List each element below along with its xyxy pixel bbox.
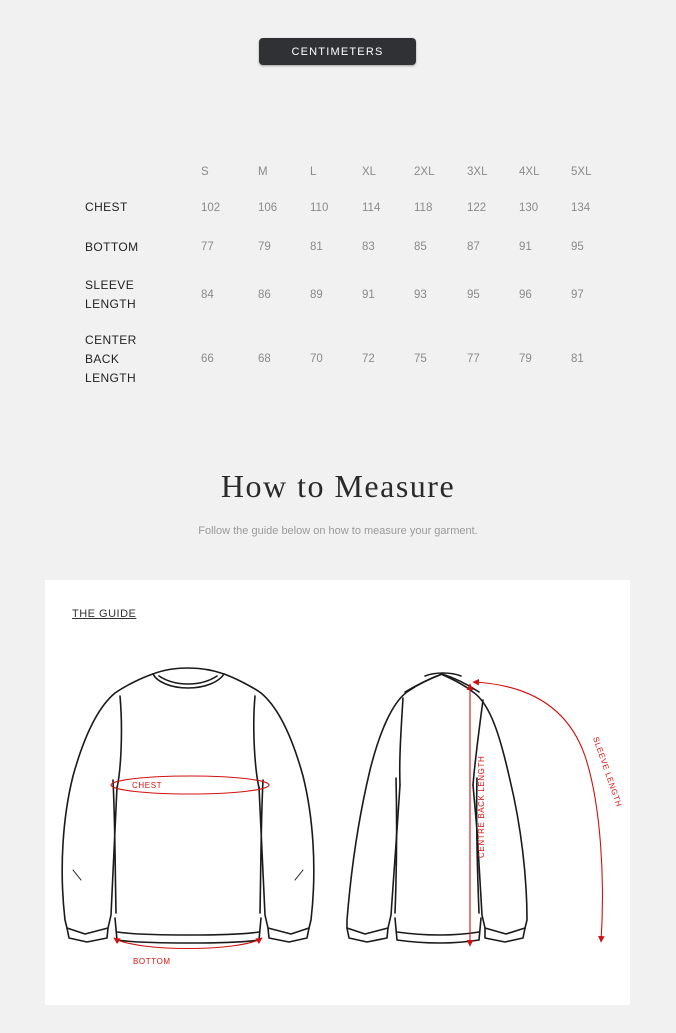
centre-back-length-label: CENTRE BACK LENGTH bbox=[477, 755, 486, 858]
size-header: S bbox=[201, 166, 209, 178]
table-cell: 118 bbox=[414, 201, 433, 214]
table-cell: 83 bbox=[362, 241, 375, 253]
table-cell: 72 bbox=[362, 353, 375, 365]
table-cell: 84 bbox=[201, 288, 214, 301]
guide-label: THE GUIDE bbox=[72, 608, 137, 620]
how-to-measure-subtitle: Follow the guide below on how to measure your garment. bbox=[198, 525, 478, 537]
sleeve-length-label: SLEEVE LENGTH bbox=[591, 735, 624, 809]
table-row-chest bbox=[85, 188, 625, 227]
measure-guide-card bbox=[45, 580, 630, 1005]
table-cell: 91 bbox=[362, 288, 375, 301]
table-cell: 95 bbox=[571, 241, 584, 253]
table-cell: 95 bbox=[467, 288, 480, 301]
front-sweatshirt-drawing bbox=[62, 668, 314, 943]
table-cell: 134 bbox=[571, 201, 591, 214]
row-label-chest: CHEST bbox=[85, 200, 128, 214]
row-label-sleeve-length: SLEEVE LENGTH bbox=[85, 277, 137, 311]
table-cell: 77 bbox=[201, 241, 214, 253]
table-cell: 79 bbox=[519, 353, 532, 365]
size-header: 2XL bbox=[414, 166, 435, 178]
size-header-row bbox=[85, 156, 625, 188]
table-cell: 85 bbox=[414, 241, 427, 253]
table-cell: 81 bbox=[310, 241, 323, 253]
table-row-center-back-length bbox=[85, 322, 625, 396]
size-header: 4XL bbox=[519, 166, 540, 178]
size-header: M bbox=[258, 166, 268, 178]
table-cell: 75 bbox=[414, 353, 427, 365]
table-cell: 79 bbox=[258, 241, 271, 253]
table-cell: 97 bbox=[571, 288, 584, 301]
table-cell: 70 bbox=[310, 353, 323, 365]
table-cell: 130 bbox=[519, 201, 539, 214]
table-cell: 68 bbox=[258, 353, 271, 365]
table-cell: 87 bbox=[467, 241, 480, 253]
chest-label: CHEST bbox=[132, 781, 163, 790]
table-row-bottom bbox=[85, 227, 625, 267]
size-chart-table bbox=[85, 156, 625, 396]
table-cell: 66 bbox=[201, 353, 214, 365]
table-cell: 114 bbox=[362, 201, 381, 214]
row-label-center-back-length: CENTER BACK LENGTH bbox=[85, 332, 137, 385]
table-row-sleeve-length bbox=[85, 267, 625, 322]
size-header: 3XL bbox=[467, 166, 488, 178]
how-to-measure-heading: How to Measure bbox=[220, 468, 456, 504]
table-cell: 81 bbox=[571, 353, 584, 365]
table-cell: 110 bbox=[310, 201, 329, 214]
size-header: XL bbox=[362, 166, 377, 178]
sweatshirt-diagram bbox=[45, 580, 630, 1005]
size-header: L bbox=[310, 166, 317, 178]
size-header: 5XL bbox=[571, 166, 592, 178]
size-header-corner bbox=[85, 156, 201, 188]
table-cell: 91 bbox=[519, 241, 532, 253]
back-sweatshirt-drawing bbox=[347, 673, 527, 943]
table-cell: 102 bbox=[201, 201, 221, 214]
table-cell: 106 bbox=[258, 201, 278, 214]
table-cell: 93 bbox=[414, 288, 427, 301]
table-cell: 89 bbox=[310, 288, 323, 301]
table-cell: 122 bbox=[467, 201, 487, 214]
row-label-bottom: BOTTOM bbox=[85, 239, 139, 254]
bottom-label: BOTTOM bbox=[133, 957, 171, 966]
table-cell: 77 bbox=[467, 353, 480, 365]
centimeters-button[interactable]: CENTIMETERS bbox=[259, 38, 416, 65]
table-cell: 86 bbox=[258, 288, 271, 301]
table-cell: 96 bbox=[519, 288, 532, 301]
